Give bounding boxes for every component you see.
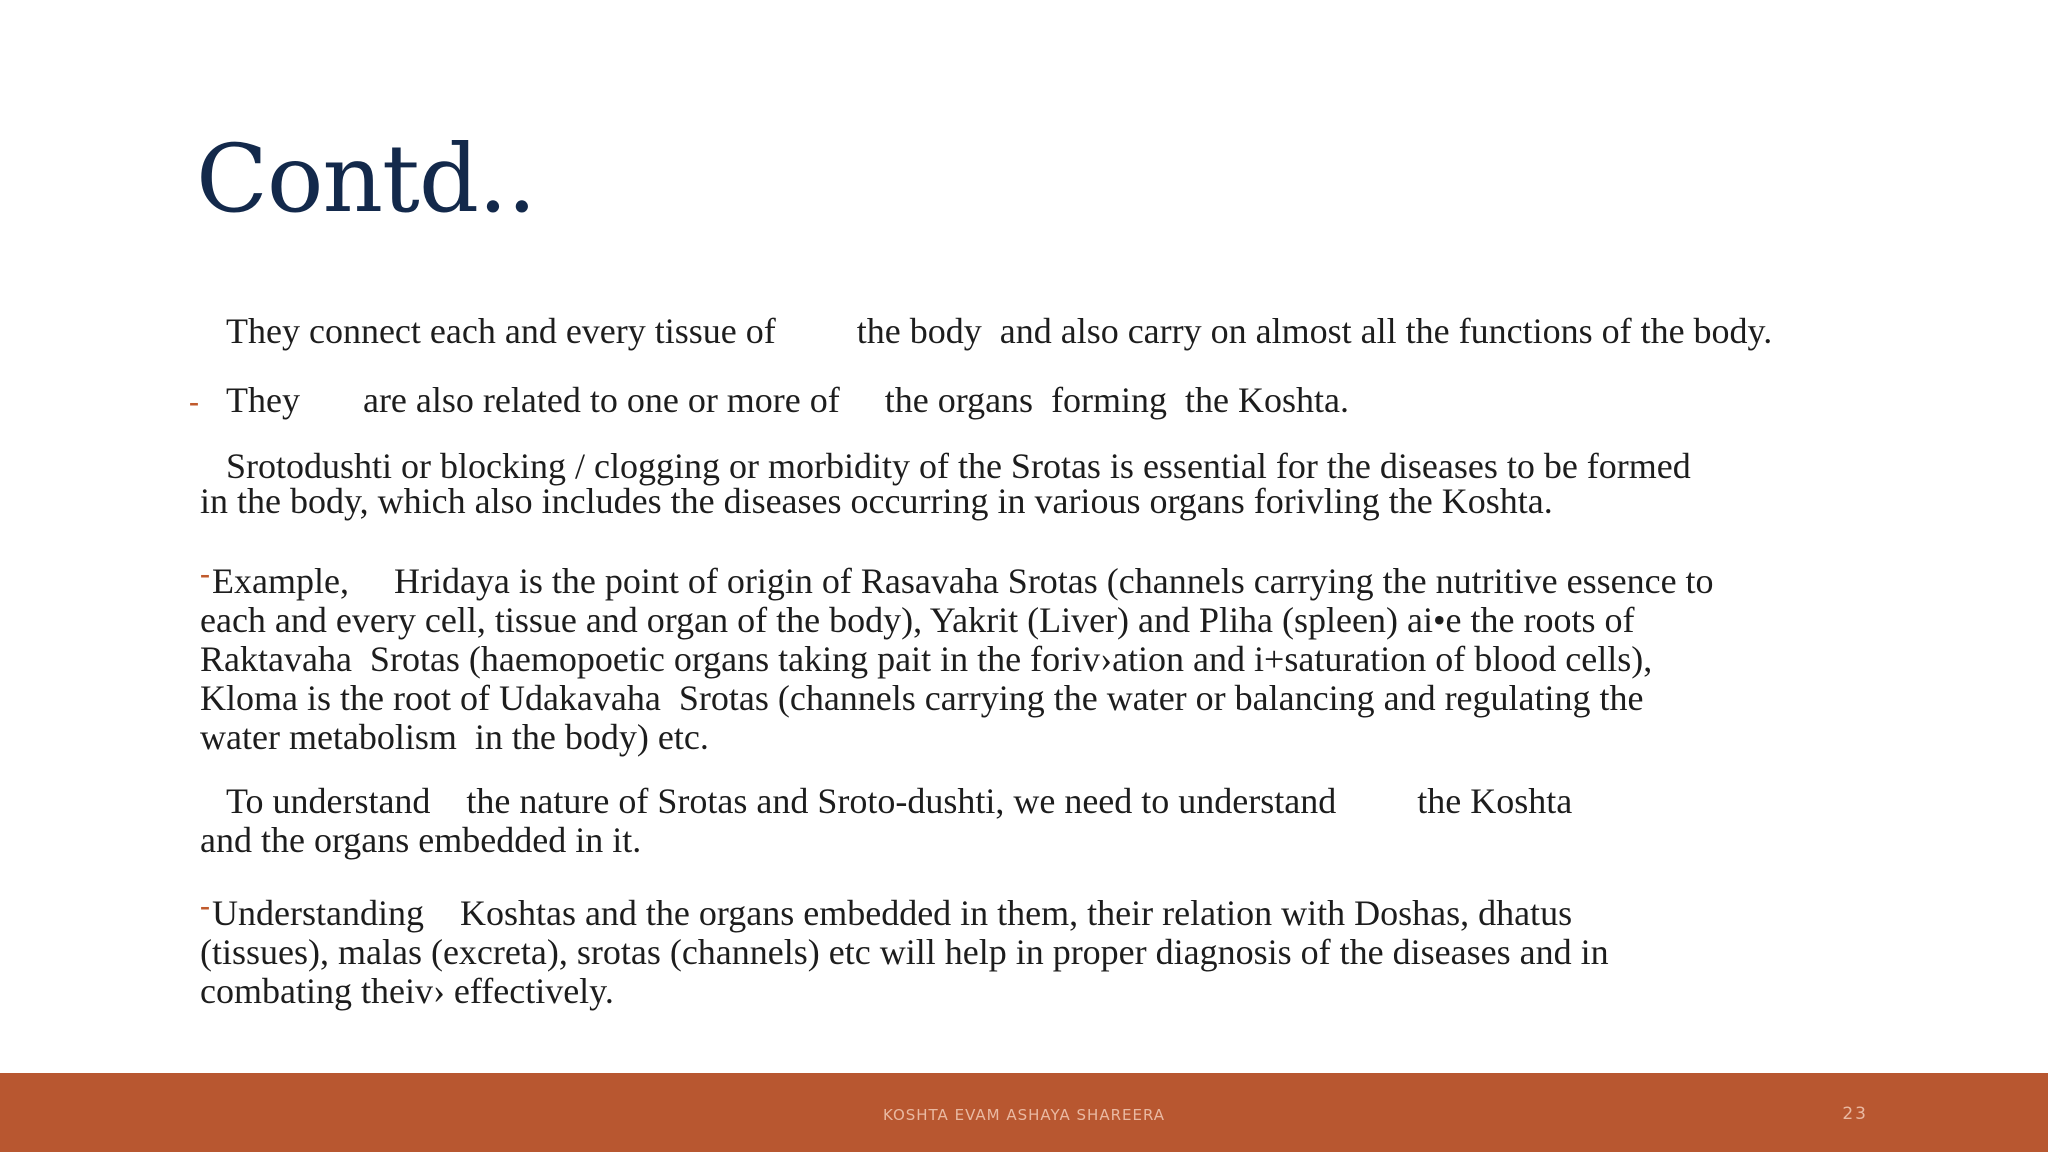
paragraph-3 bbox=[200, 446, 1890, 521]
paragraph-1 bbox=[200, 312, 1890, 351]
paragraph-5 bbox=[200, 782, 1890, 860]
footer-text: KOSHTA EVAM ASHAYA SHAREERA bbox=[882, 1106, 1166, 1124]
paragraph-5-line-1: To understand the nature of Srotas and Sroto-dushti, we need to understand the Koshta bbox=[226, 781, 1573, 821]
paragraph-2-line-1: They are also related to one or more of the organs forming the Koshta. bbox=[226, 380, 1350, 420]
paragraph-6 bbox=[200, 891, 1890, 1011]
paragraph-6-line-1 bbox=[200, 891, 1890, 933]
paragraph-3-line-1: Srotodushti or blocking / clogging or morbidity of the Srotas is essential for the diseases to be formed bbox=[226, 446, 1691, 486]
bullet-dash-2: - bbox=[189, 385, 199, 418]
slide-title: Contd.. bbox=[196, 125, 536, 234]
paragraph-4 bbox=[200, 559, 1890, 757]
paragraph-5-line-2: and the organs embedded in it. bbox=[200, 820, 642, 860]
paragraph-3-line-2: in the body, which also includes the diseases occurring in various organs forivling the Koshta. bbox=[200, 481, 1553, 521]
paragraph-6-line-3: combating theiv› effectively. bbox=[200, 971, 614, 1011]
paragraph-6-line-1-text: Understanding Koshtas and the organs embedded in them, their relation with Doshas, dhatus bbox=[212, 893, 1573, 933]
paragraph-6-line-2: (tissues), malas (excreta), srotas (channels) etc will help in proper diagnosis of the diseases and in bbox=[200, 932, 1609, 972]
page-number: 23 bbox=[1842, 1104, 1868, 1124]
paragraph-2 bbox=[200, 381, 1890, 420]
paragraph-4-line-1-text: Example, Hridaya is the point of origin of Rasavaha Srotas (channels carrying the nutritive essence to bbox=[212, 561, 1714, 601]
paragraph-4-line-1 bbox=[200, 559, 1890, 601]
paragraph-4-line-5: water metabolism in the body) etc. bbox=[200, 717, 709, 757]
bullet-dash-4: - bbox=[200, 557, 210, 590]
bullet-dash-6: - bbox=[200, 889, 210, 922]
paragraph-1-line-1: They connect each and every tissue of the body and also carry on almost all the functions of the body. bbox=[226, 311, 1773, 351]
paragraph-4-line-4: Kloma is the root of Udakavaha Srotas (channels carrying the water or balancing and regulating the bbox=[200, 678, 1644, 718]
footer-bar bbox=[0, 1073, 2048, 1152]
paragraph-4-line-3: Raktavaha Srotas (haemopoetic organs taking pait in the foriv›ation and i+saturation of blood cells), bbox=[200, 639, 1653, 679]
paragraph-4-line-2: each and every cell, tissue and organ of the body), Yakrit (Liver) and Pliha (spleen) ai•e the roots of bbox=[200, 600, 1635, 640]
